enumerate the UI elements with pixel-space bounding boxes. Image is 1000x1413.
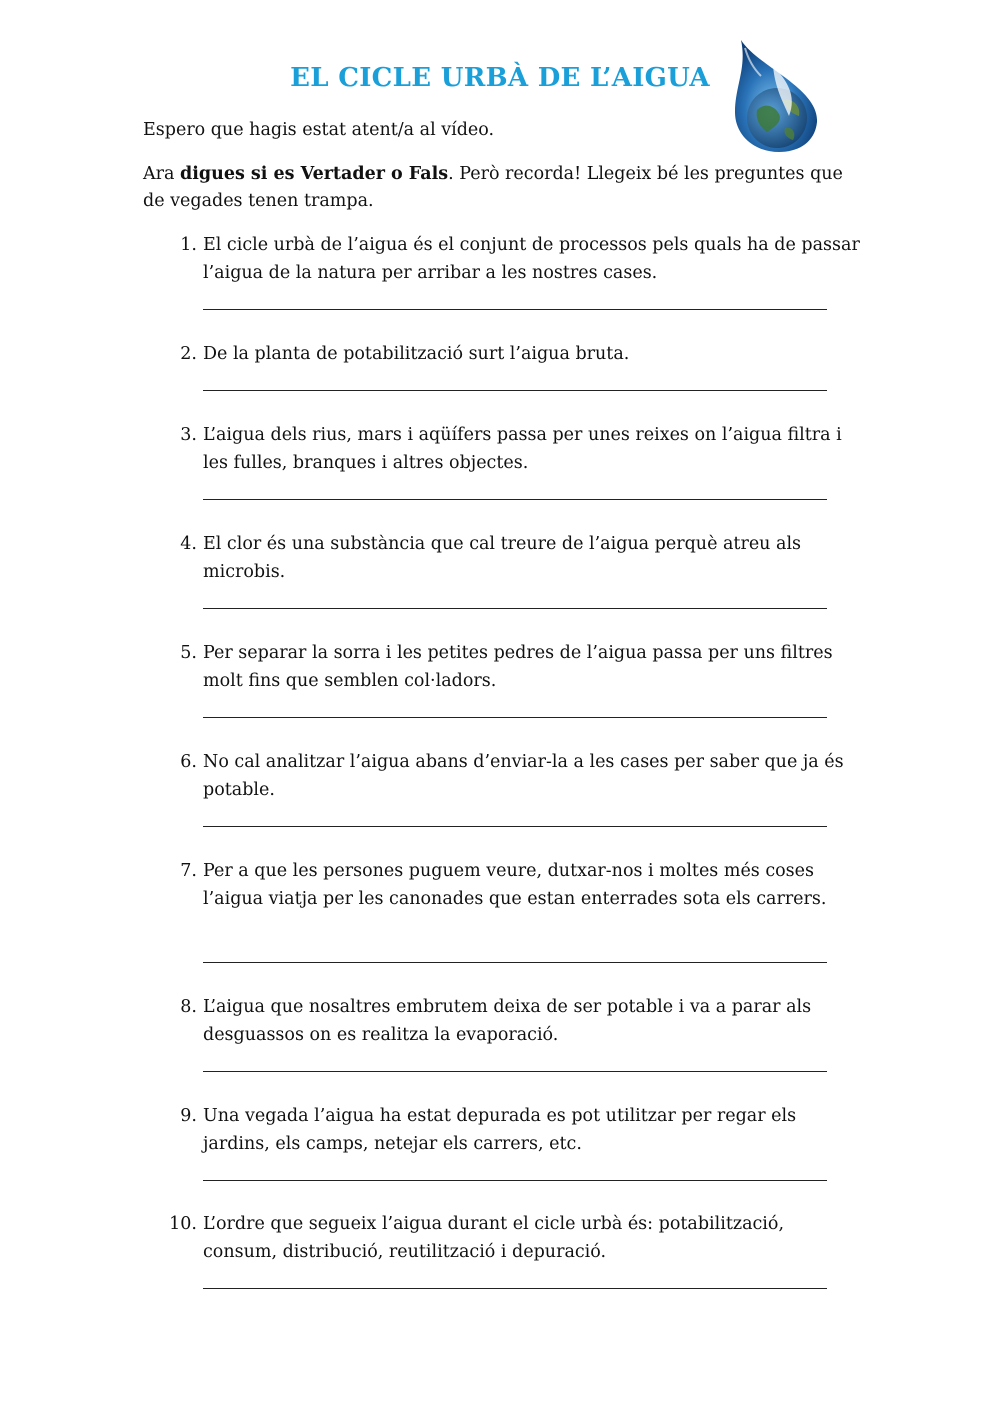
question-4 [143,531,863,586]
question-text: El cicle urbà de l’aigua és el conjunt de processos pels quals ha de passar l’aigua de la natura per arribar a les nostres cases. [203,235,860,283]
intro-suffix: . Però recorda! Llegeix bé les preguntes que de vegades tenen trampa. [143,164,843,211]
question-5 [143,640,863,695]
question-number: 9. [180,1106,197,1126]
question-9 [143,1103,863,1158]
question-number: 5. [180,643,197,663]
question-text: L’aigua dels rius, mars i aqüífers passa per unes reixes on l’aigua filtra i les fulles, branques i altres objectes. [203,425,842,473]
page-title: EL CICLE URBÀ DE L’AIGUA [290,63,710,93]
answer-line-10[interactable] [203,1288,827,1289]
question-10 [143,1211,863,1266]
question-8 [143,994,863,1049]
question-number: 3. [180,425,197,445]
answer-line-4[interactable] [203,608,827,609]
answer-line-6[interactable] [203,826,827,827]
question-number: 8. [180,997,197,1017]
question-1 [143,232,863,287]
question-number: 2. [180,344,197,364]
answer-line-9[interactable] [203,1180,827,1181]
answer-line-5[interactable] [203,717,827,718]
question-3 [143,422,863,477]
question-2 [143,341,863,369]
question-text: No cal analitzar l’aigua abans d’enviar-la a les cases per saber que ja és potable. [203,752,844,800]
answer-line-7[interactable] [203,962,827,963]
answer-line-3[interactable] [203,499,827,500]
question-text: Una vegada l’aigua ha estat depurada es pot utilitzar per regar els jardins, els camps, netejar els carrers, etc. [203,1106,797,1154]
question-text: L’ordre que segueix l’aigua durant el cicle urbà és: potabilització, consum, distribució, reutilització i depuració. [203,1214,785,1262]
question-number: 7. [180,861,197,881]
question-number: 6. [180,752,197,772]
intro-bold-instruction: digues si es Vertader o Fals [180,164,449,184]
answer-line-2[interactable] [203,390,827,391]
question-text: El clor és una substància que cal treure de l’aigua perquè atreu als microbis. [203,534,802,582]
question-text: De la planta de potabilització surt l’aigua bruta. [203,344,630,364]
answer-line-1[interactable] [203,309,827,310]
question-text: Per separar la sorra i les petites pedres de l’aigua passa per uns filtres molt fins que semblen col·ladors. [203,643,833,691]
question-number: 10. [169,1214,197,1234]
question-text: L’aigua que nosaltres embrutem deixa de ser potable i va a parar als desguassos on es realitza la evaporació. [203,997,812,1045]
question-text: Per a que les persones puguem veure, dutxar-nos i moltes més coses l’aigua viatja per les canonades que estan enterrades sota els carrers. [203,861,827,909]
answer-line-8[interactable] [203,1071,827,1072]
intro-instructions [143,161,863,215]
question-6 [143,749,863,804]
intro-line-1: Espero que hagis estat atent/a al vídeo. [143,120,495,140]
question-7 [143,858,863,913]
question-number: 1. [180,235,197,255]
question-number: 4. [180,534,197,554]
intro-prefix: Ara [143,164,180,184]
